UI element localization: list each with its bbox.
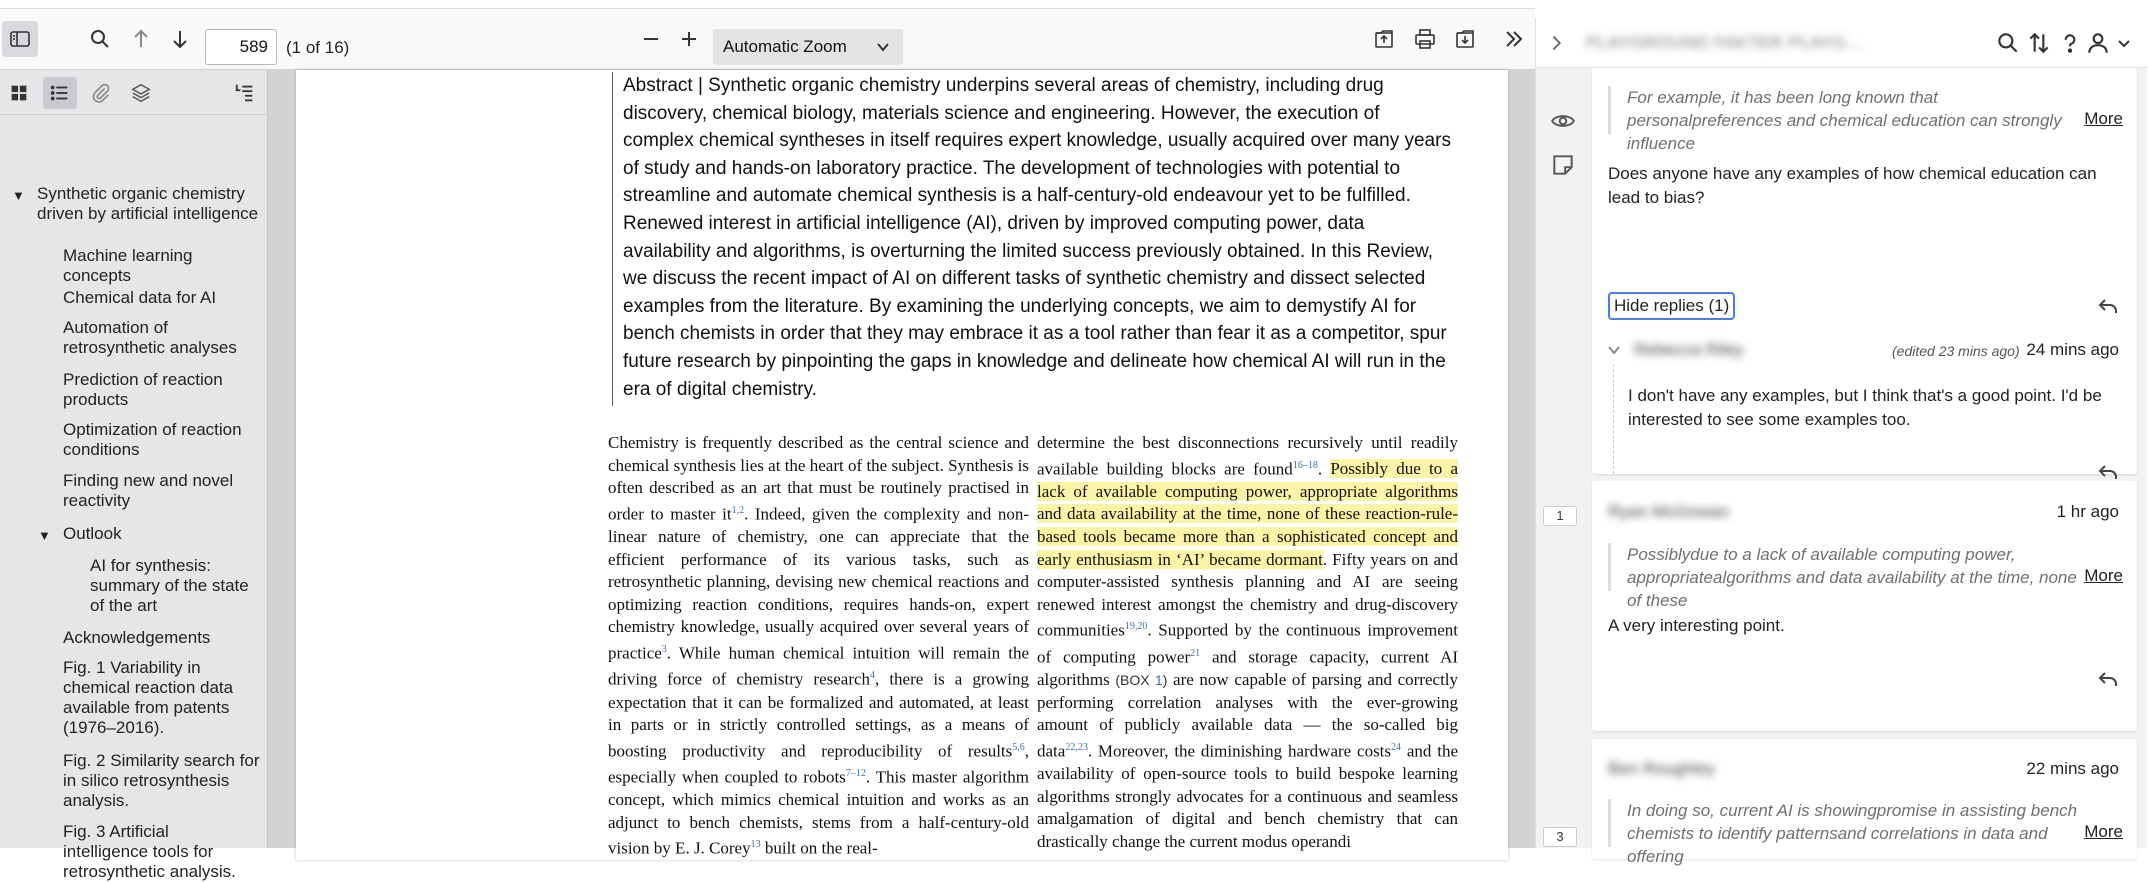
tools-menu-button[interactable]	[1496, 21, 1532, 57]
annotation-timestamp[interactable]: 1 hr ago	[2056, 502, 2119, 521]
reply-icon[interactable]	[2096, 667, 2120, 691]
body-text: and storage capacity, current AI algorithms	[1037, 647, 1459, 689]
thread-line	[1613, 364, 1614, 474]
annotation-card[interactable]	[1592, 739, 2137, 866]
annotation-bucket-count[interactable]: 3	[1543, 827, 1577, 847]
edited-timestamp: (edited 23 mins ago)	[1892, 343, 2020, 359]
open-file-icon	[1372, 27, 1396, 51]
search-icon[interactable]	[1995, 30, 2021, 56]
body-text: . Fifty years on and computer-assisted synthesis planning and AI are seeing renewed interest amongst the chemistry and drug-discovery communities	[1037, 549, 1458, 641]
next-page-button[interactable]	[162, 21, 198, 57]
body-text: , especially when coupled to robots	[608, 741, 1029, 787]
plus-icon	[677, 27, 701, 51]
citation-link[interactable]: 1,2	[731, 504, 745, 516]
layers-icon	[130, 82, 152, 104]
layers-tab[interactable]	[124, 77, 158, 109]
abstract-text: Abstract | Synthetic organic chemistry underpins several areas of chemistry, including drug discovery, chemical biology, materials science and engineering. However, the execution of complex chemical syntheses in itself requires expert knowledge, usually acquired over many years of study and hands-on laboratory practice. The development of technologies with potential to streamline and automate chemical synthesis is a half-century-old endeavour yet to be fulfilled. Renewed interest in artificial intelligence (AI), driven by improved computing power, data availability and algorithms, is overturning the limited success previously obtained. In this Review, we discuss the recent impact of AI on different tasks of synthetic chemistry and dissect selected examples from the literature. By examining the underlying concepts, we aim to demystify AI for bench chemists in order that they may embrace it as a tool rather than fear it as a competitor, spur future research by pinpointing the gaps in knowledge and delineate how chemical AI will run in the era of digital chemistry.	[623, 75, 1451, 400]
sort-icon[interactable]	[2026, 30, 2052, 56]
zoom-value: Automatic Zoom	[723, 37, 847, 56]
outline-tab[interactable]	[43, 77, 77, 109]
annotation-bucket-count[interactable]: 1	[1543, 506, 1577, 526]
outline-item[interactable]: Prediction of reaction products	[63, 370, 223, 409]
outline-item[interactable]: Automation of retrosynthetic analyses	[63, 318, 237, 357]
body-text: . Supported by the continuous improvement of computing power	[1037, 621, 1458, 667]
outline-item[interactable]: Optimization of reaction conditions	[63, 420, 242, 459]
body-text: determine the best disconnections recursively until readily available building blocks are found	[1037, 433, 1458, 479]
citation-link[interactable]: 5,6	[1012, 741, 1025, 753]
reply-icon[interactable]	[2096, 294, 2120, 318]
body-column-left	[608, 432, 1029, 861]
annotation-timestamp[interactable]: 22 mins ago	[2026, 759, 2119, 778]
grid-icon	[8, 82, 30, 104]
page-count: (1 of 16)	[286, 38, 350, 57]
annotation-quote: Possiblydue to a lack of available computing power, appropriatealgorithms and data availability at the time, none of these More	[1608, 543, 2123, 591]
user-account-icon[interactable]	[2085, 30, 2111, 56]
pdf-toolbar	[0, 8, 1535, 70]
reply-timestamp[interactable]: 24 mins ago	[2026, 340, 2119, 359]
more-link[interactable]: More	[2084, 822, 2123, 841]
outline-item[interactable]: Synthetic organic chemistry driven by artificial intelligence	[37, 184, 259, 223]
open-file-button[interactable]	[1366, 21, 1402, 57]
chevron-right-icon[interactable]	[1546, 32, 1568, 54]
annotation-username[interactable]: Ryan McGowan	[1608, 502, 1729, 521]
body-text: and the availability of open-source tools to build bespoke learning algorithms strongly advocates for a continuous and seamless amalgamation of digital and bench chemistry that can drastically change the current modus operandi	[1037, 741, 1458, 851]
eye-icon[interactable]	[1550, 108, 1576, 134]
annotation-toolbar	[1536, 68, 1591, 848]
body-text: . Indeed, given the complexity and non-linear nature of chemistry, one can appreciate that the efficient performance of its various tasks, such as retrosynthetic planning, devising new chemical reactions and optimizing reaction conditions, requires hands-on, expert chemistry knowledge, usually acquired over several years of practice	[608, 504, 1029, 663]
reply-body: I don't have any examples, but I think that's a good point. I'd be interested to see some examples too.	[1628, 386, 2102, 429]
arrow-down-icon	[168, 27, 192, 51]
annotation-username[interactable]: Ben Roughley	[1608, 759, 1715, 778]
sidebar-tabs	[0, 70, 267, 115]
document-viewer[interactable]	[268, 70, 1535, 859]
outline-item[interactable]: Acknowledgements	[63, 628, 211, 647]
outline-item[interactable]: AI for synthesis: summary of the state of the art	[90, 556, 249, 615]
zoom-select[interactable]	[713, 29, 903, 65]
thumbnails-tab[interactable]	[2, 77, 36, 109]
search-icon	[88, 27, 112, 51]
print-button[interactable]	[1407, 21, 1443, 57]
outline-item[interactable]: Finding new and novel reactivity	[63, 471, 234, 510]
citation-link[interactable]: 7–12	[845, 767, 866, 779]
page-number-input[interactable]	[205, 29, 277, 65]
body-text: . While human chemical intuition will remain the driving force of chemistry research	[608, 643, 1029, 689]
outline-item[interactable]: Fig. 3 Artificial intelligence tools for retrosynthetic analysis.	[63, 822, 236, 881]
citation-link[interactable]: 24	[1391, 741, 1402, 753]
attachments-tab[interactable]	[84, 77, 118, 109]
outline-item[interactable]: Machine learning concepts	[63, 246, 193, 285]
citation-link[interactable]: 13	[750, 839, 761, 851]
outline-locate-icon	[234, 82, 256, 104]
citation-link[interactable]: 4	[870, 670, 876, 682]
citation-link[interactable]: 3	[661, 644, 667, 655]
more-link[interactable]: More	[2084, 566, 2123, 585]
arrow-up-icon	[129, 27, 153, 51]
annotation-body: A very interesting point.	[1608, 616, 1785, 635]
more-link[interactable]: More	[2084, 109, 2123, 128]
sidebar-toggle-icon	[8, 27, 32, 51]
citation-link[interactable]: 22,23	[1065, 741, 1088, 753]
abstract	[612, 72, 1451, 406]
annotation-body: Does anyone have any examples of how chemical education can lead to bias?	[1608, 164, 2097, 207]
annotation-header	[1536, 18, 2148, 68]
zoom-in-button[interactable]	[671, 21, 707, 57]
hide-replies-button[interactable]: Hide replies (1)	[1608, 292, 1735, 320]
annotation-quote: In doing so, current AI is showingpromise in assisting bench chemists to identify patternsand correlations in data and offering More	[1608, 799, 2123, 847]
body-column-right	[1037, 432, 1458, 853]
pdf-page	[296, 70, 1508, 860]
body-text: built on the real-	[760, 839, 878, 859]
outline-item[interactable]: Fig. 2 Similarity search for in silico retrosynthesis analysis.	[63, 751, 260, 810]
find-button[interactable]	[82, 21, 118, 57]
citation-link[interactable]: 21	[1190, 647, 1201, 659]
citation-link[interactable]: 19,20	[1124, 621, 1148, 633]
citation-link[interactable]: 16–18	[1292, 459, 1318, 471]
body-text: Chemistry is frequently described as the central science and chemical synthesis lies at the heart of the subject. Synthesis is often described as an art that must be routinely practised in order to master it	[608, 433, 1029, 524]
previous-page-button[interactable]	[123, 21, 159, 57]
reply-username[interactable]: Rebecca Riley	[1634, 340, 1744, 359]
sidebar-toggle-button[interactable]	[2, 21, 38, 57]
list-icon	[49, 82, 71, 104]
outline-expand-toggle[interactable]: ▼	[38, 528, 51, 543]
print-icon	[1413, 27, 1437, 51]
outline-item[interactable]: Chemical data for AI	[63, 288, 217, 307]
chevron-down-icon[interactable]	[1606, 342, 1622, 358]
download-icon	[1453, 27, 1477, 51]
annotation-quote: For example, it has been long known that personalpreferences and chemical education can strongly influence More	[1608, 86, 2123, 134]
annotation-highlight[interactable]: Possibly due to a lack of available computing power, appropriate algorithms and data availability at the time, none of these reaction-rule-based tools became more than a sophisticated concept and early enthusiasm in ‘AI’ became dormant	[1037, 459, 1458, 569]
outline-item[interactable]: Fig. 1 Variability in chemical reaction data available from patents (1976–2016).	[63, 658, 234, 737]
annotation-card[interactable]	[1592, 68, 2137, 474]
current-outline-item-button[interactable]	[228, 77, 262, 109]
annotation-card[interactable]	[1592, 481, 2137, 731]
group-name[interactable]: PLAYGROUND FAKTER PLAYG…	[1586, 33, 1864, 52]
double-chevron-right-icon	[1502, 27, 1526, 51]
chevron-down-icon[interactable]	[2116, 30, 2132, 56]
paperclip-icon	[90, 82, 112, 104]
body-text: . Moreover, the diminishing hardware costs	[1087, 741, 1392, 761]
minus-icon	[639, 27, 663, 51]
body-text: , there is a growing expectation that it can be formalized and automated, at least in parts or in strictly controlled settings, as a means of boosting productivity and reproducibility of results	[608, 669, 1029, 761]
chevron-down-icon	[875, 39, 891, 55]
zoom-out-button[interactable]	[633, 21, 669, 57]
download-button[interactable]	[1447, 21, 1483, 57]
pdf-sidebar	[0, 70, 268, 881]
body-text: . This master algorithm concept, which mimics chemical intuition and works as an adjunct to bench chemists, stems from a half-century-old vision by E. J. Corey	[608, 767, 1029, 859]
outline-item[interactable]: Outlook	[63, 524, 122, 543]
outline-expand-toggle[interactable]: ▼	[12, 188, 25, 203]
body-text: .	[1317, 459, 1331, 479]
annotation-sidebar	[1535, 18, 2147, 866]
body-text: are now capable of parsing and correctly performing correlation analyses with the ever-growing amount of publicly available data — the so-called big data	[1037, 669, 1459, 761]
new-note-icon[interactable]	[1550, 152, 1576, 178]
help-icon[interactable]	[2057, 30, 2083, 56]
box-reference[interactable]: (BOX 1)	[1115, 671, 1168, 688]
